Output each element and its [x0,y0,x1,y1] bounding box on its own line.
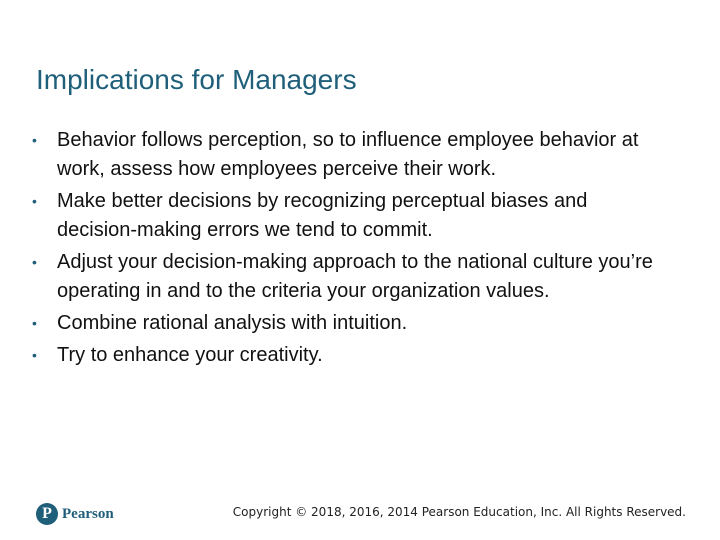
bullet-marker: • [32,254,37,270]
bullet-marker: • [32,132,37,148]
bullet-marker: • [32,347,37,363]
bullet-item [32,126,672,184]
slide-title: Implications for Managers [36,64,357,95]
bullet-list [32,126,672,373]
bullet-text: Adjust your decision-making approach to the national culture you’re operating in and to the criteria your organization values. [57,251,653,302]
bullet-text: Try to enhance your creativity. [57,344,323,366]
pearson-logo-icon: P [36,503,58,525]
bullet-item [32,248,672,306]
copyright-notice: Copyright © 2018, 2016, 2014 Pearson Education, Inc. All Rights Reserved. [232,505,686,519]
bullet-item [32,341,672,370]
bullet-marker: • [32,193,37,209]
bullet-item [32,187,672,245]
bullet-text: Combine rational analysis with intuition. [57,312,408,334]
pearson-wordmark: Pearson [62,505,114,522]
bullet-item [32,309,672,338]
bullet-text: Make better decisions by recognizing perceptual biases and decision-making errors we tend to commit. [57,190,588,241]
bullet-marker: • [32,315,37,331]
pearson-logo [36,501,114,527]
bullet-text: Behavior follows perception, so to influence employee behavior at work, assess how employees perceive their work. [57,129,639,180]
